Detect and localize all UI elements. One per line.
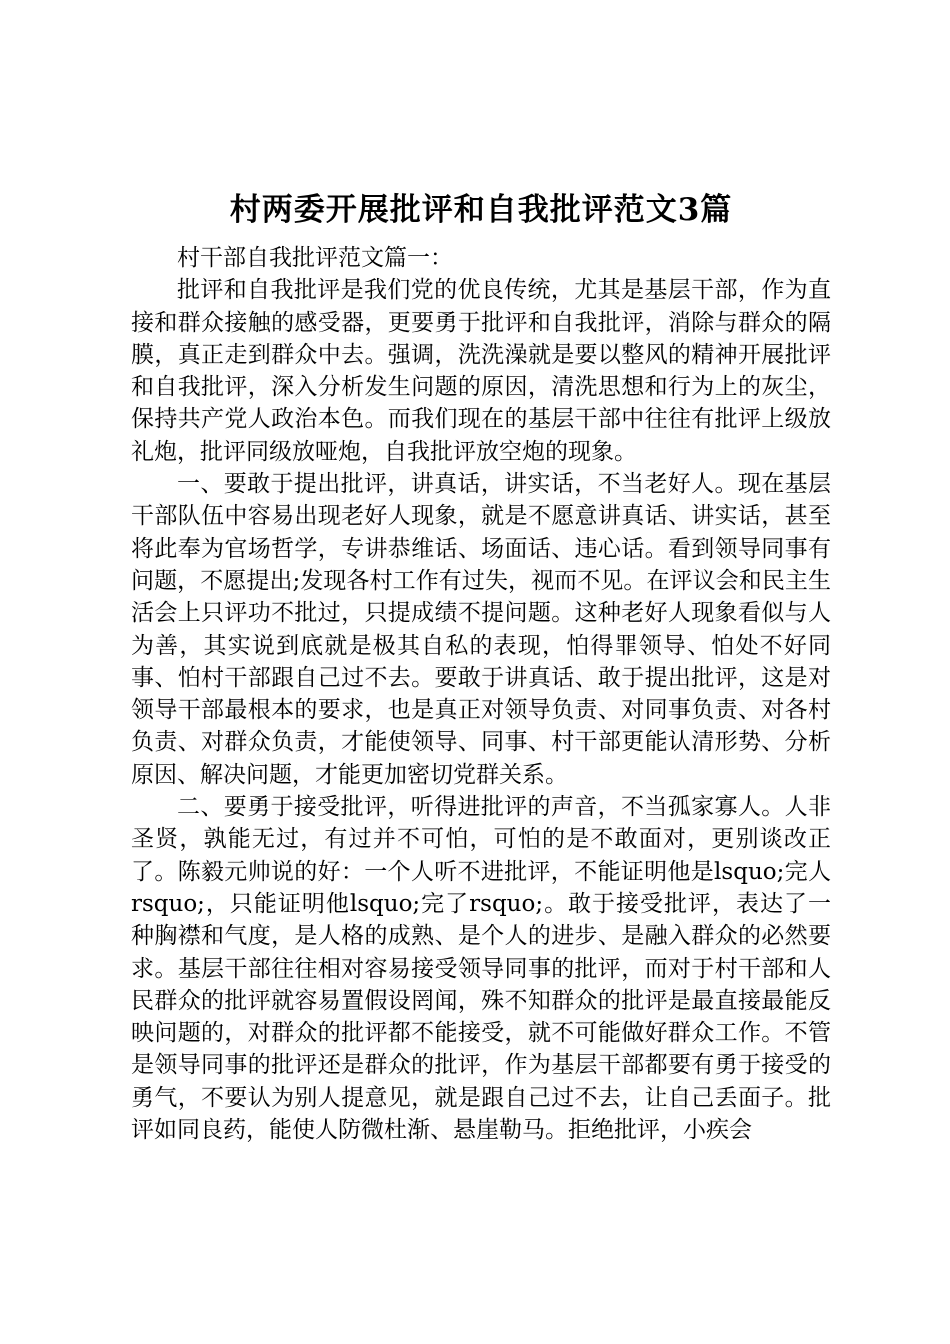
paragraph: 批评和自我批评是我们党的优良传统，尤其是基层干部，作为直接和群众接触的感受器，更要勇于批评和自我批评，消除与群众的隔膜，真正走到群众中去。强调，洗洗澡就是要以整风的精神开展批评和自我批评，深入分析发生问题的原因，清洗思想和行为上的灰尘，保持共产党人政治本色。而我们现在的基层干部中往往有批评上级放礼炮，批评同级放哑炮，自我批评放空炮的现象。 bbox=[131, 277, 831, 465]
paragraph: 一、要敢于提出批评，讲真话，讲实话，不当老好人。现在基层干部队伍中容易出现老好人现象，就是不愿意讲真话、讲实话，甚至将此奉为官场哲学，专讲恭维话、场面话、违心话。看到领导同事有问题，不愿提出;发现各村工作有过失，视而不见。在评议会和民主生活会上只评功不批过，只提成绩不提问题。这种老好人现象看似与人为善，其实说到底就是极其自私的表现，怕得罪领导、怕处不好同事、怕村干部跟自己过不去。要敢于讲真话、敢于提出批评，这是对领导干部最根本的要求，也是真正对领导负责、对同事负责、对各村负责、对群众负责，才能使领导、同事、村干部更能认清形势、分析原因、解决问题，才能更加密切党群关系。 bbox=[131, 471, 831, 788]
section-subtitle: 村干部自我批评范文篇一： bbox=[177, 245, 453, 271]
document-page bbox=[131, 188, 831, 1146]
document-title: 村两委开展批评和自我批评范文3篇 bbox=[229, 192, 733, 228]
paragraph: 二、要勇于接受批评，听得进批评的声音，不当孤家寡人。人非圣贤，孰能无过，有过并不可怕，可怕的是不敢面对，更别谈改正了。陈毅元帅说的好：一个人听不进批评，不能证明他是lsquo;完人rsquo;，只能证明他lsquo;完了rsquo;。敢于接受批评，表达了一种胸襟和气度，是人格的成熟、是个人的进步、是融入群众的必然要求。基层干部往往相对容易接受领导同事的批评，而对于村干部和人民群众的批评就容易置假设罔闻，殊不知群众的批评是最直接最能反映问题的，对群众的批评都不能接受，就不可能做好群众工作。不管是领导同事的批评还是群众的批评，作为基层干部都要有勇于接受的勇气，不要认为别人提意见，就是跟自己过不去，让自己丢面子。批评如同良药，能使人防微杜渐、悬崖勒马。拒绝批评，小疾会 bbox=[131, 794, 831, 1144]
